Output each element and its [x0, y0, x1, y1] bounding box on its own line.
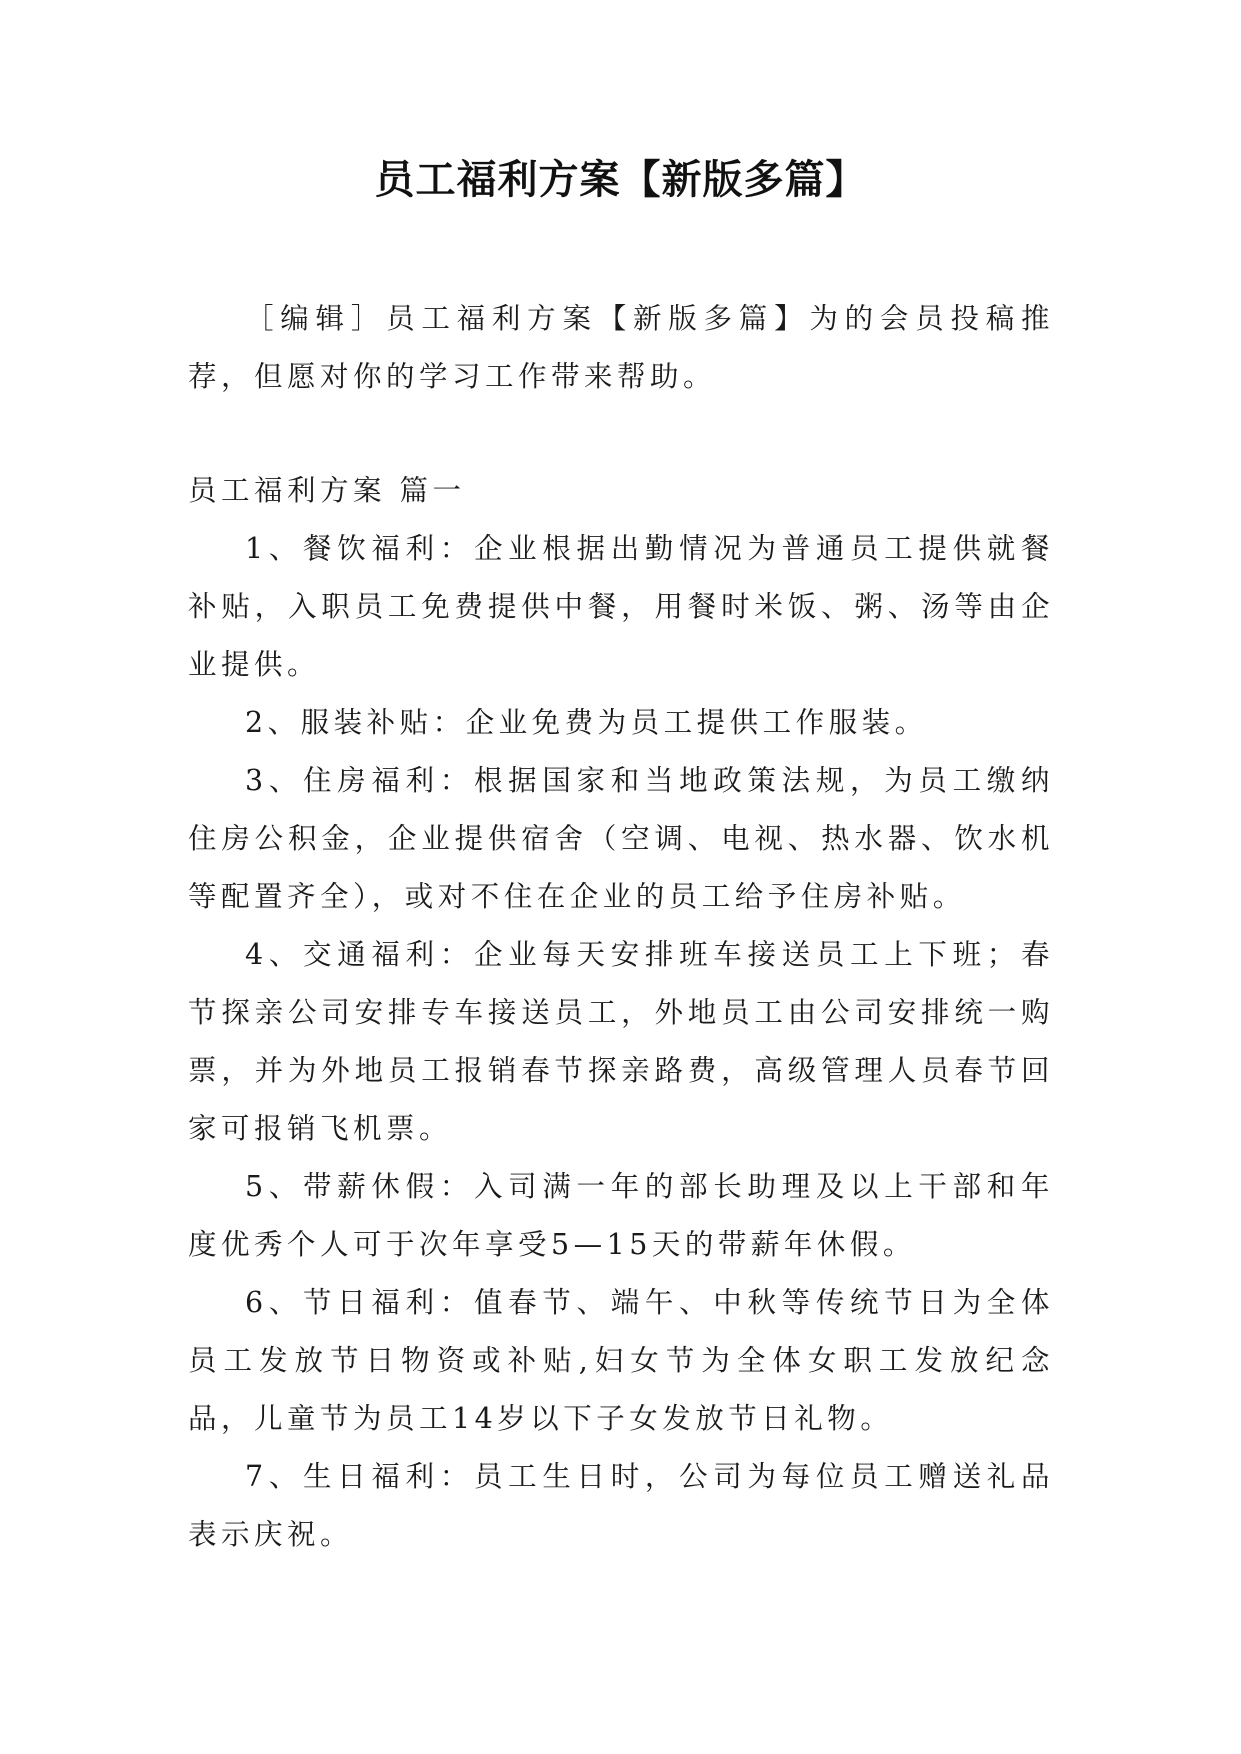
- intro-block: [188, 290, 1054, 406]
- list-item: 4、交通福利：企业每天安排班车接送员工上下班；春节探亲公司安排专车接送员工，外地员工由公司安排统一购票，并为外地员工报销春节探亲路费，高级管理人员春节回家可报销飞机票。: [188, 938, 1054, 1145]
- list-item: 1、餐饮福利：企业根据出勤情况为普通员工提供就餐补贴，入职员工免费提供中餐，用餐时米饭、粥、汤等由企业提供。: [188, 532, 1054, 681]
- section-one: [188, 462, 1054, 1564]
- list-item: 5、带薪休假：入司满一年的部长助理及以上干部和年度优秀个人可于次年享受5—15天的带薪年休假。: [188, 1170, 1054, 1261]
- list-item: 2、服装补贴：企业免费为员工提供工作服装。: [245, 706, 928, 739]
- document-title: 员工福利方案【新版多篇】: [374, 157, 867, 203]
- list-item: 6、节日福利：值春节、端午、中秋等传统节日为全体员工发放节日物资或补贴,妇女节为全体女职工发放纪念品，儿童节为员工14岁以下子女发放节日礼物。: [188, 1286, 1054, 1435]
- intro-paragraph: ［编辑］员工福利方案【新版多篇】为的会员投稿推荐，但愿对你的学习工作带来帮助。: [188, 302, 1054, 393]
- list-item: 3、住房福利：根据国家和当地政策法规，为员工缴纳住房公积金，企业提供宿舍（空调、电视、热水器、饮水机等配置齐全），或对不住在企业的员工给予住房补贴。: [188, 764, 1054, 913]
- section-heading: 员工福利方案 篇一: [188, 474, 466, 507]
- list-item: 7、生日福利：员工生日时，公司为每位员工赠送礼品表示庆祝。: [188, 1460, 1054, 1551]
